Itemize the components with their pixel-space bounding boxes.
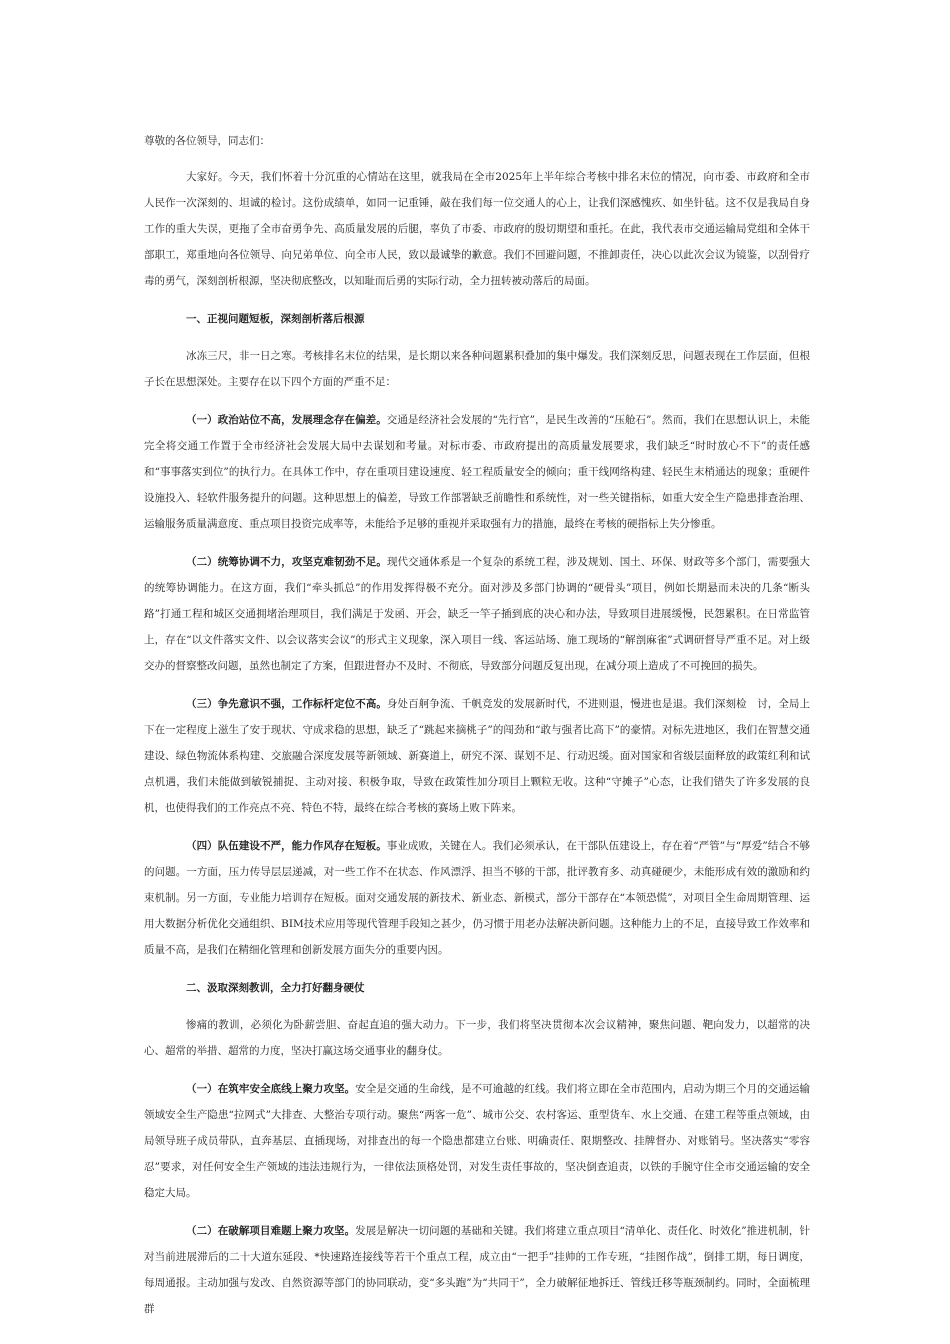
item-text: 交通是经济社会发展的“先行官”，是民生改善的“压舱石”。然而，我们在思想认识上，未能完全将交通工作置于全市经济社会发展大局中去谋划和考量。对标市委、市政府提出的高质量发展要求，我们缺乏“时时放心不下”的责任感和“事事落实到位”的执行力。在具体工作中，存在重项目建设速度、轻工程质量安全的倾向；重干线网络构建、轻民生末梢通达的现象；重硬件设施投入、轻软件服务提升的问题。这种思想上的偏差，导致工作部署缺乏前瞻性和系统性，对一些关键指标，如重大安全生产隐患排查治理、运输服务质量满意度、重点项目投资完成率等，未能给予足够的重视并采取强有力的措施，最终在考核的硬指标上失分惨重。 <box>144 414 810 530</box>
item-lead: （三）争先意识不强，工作标杆定位不高。 <box>186 698 387 710</box>
section-2-item-1 <box>144 1076 810 1206</box>
item-lead: （二）统筹协调不力，攻坚克难韧劲不足。 <box>186 556 387 568</box>
item-text: 身处百舸争流、千帆竞发的发展新时代，不进则退，慢进也是退。我们深刻检 讨，全局上下在一定程度上滋生了安于现状、守成求稳的思想，缺乏了“跳起来摘桃子”的闯劲和“敢与强者比高下”的豪情。对标先进地区，我们在智慧交通建设、绿色物流体系构建、交旅融合深度发展等新领域、新赛道上，研究不深、谋划不足、行动迟缓。面对国家和省级层面释放的政策红利和试点机遇，我们未能做到敏锐捕捉、主动对接、积极争取，导致在政策性加分项目上颗粒无收。这种“守摊子”心态，让我们错失了许多发展的良机，也使得我们的工作亮点不亮、特色不特，最终在综合考核的赛场上败下阵来。 <box>144 698 811 814</box>
section-2-item-2 <box>144 1218 810 1322</box>
item-lead: （一）在筑牢安全底线上聚力攻坚。 <box>186 1083 356 1095</box>
intro-paragraph: 大家好。今天，我们怀着十分沉重的心情站在这里，就我局在全市2025年上半年综合考核中排名末位的情况，向市委、市政府和全市人民作一次深刻的、坦诚的检讨。这份成绩单，如同一记重锤，敲在我们每一位交通人的心上，让我们深感愧疚、如坐针毡。这不仅是我局自身工作的重大失误，更拖了全市奋勇争先、高质量发展的后腿，辜负了市委、市政府的殷切期望和重托。在此，我代表市交通运输局党组和全体干部职工，郑重地向各位领导、向兄弟单位、向全市人民，致以最诚挚的歉意。我们不回避问题，不推卸责任，决心以此次会议为镜鉴，以刮骨疗毒的勇气，深刻剖析根源，坚决彻底整改，以知耻而后勇的实际行动，全力扭转被动落后的局面。 <box>144 171 810 287</box>
item-text: 安全是交通的生命线，是不可逾越的红线。我们将立即在全市范围内，启动为期三个月的交通运输领域安全生产隐患“拉网式”大排查、大整治专项行动。聚焦“两客一危”、城市公交、农村客运、重型货车、水上交通、在建工程等重点领域，由局领导班子成员带队，直奔基层、直插现场，对排查出的每一个隐患都建立台账、明确责任、限期整改、挂牌督办、对账销号。坚决落实“零容忍”要求，对任何安全生产领域的违法违规行为，一律依法顶格处罚，对发生责任事故的，坚决倒查追责，以铁的手腕守住全市交通运输的安全稳定大局。 <box>144 1083 811 1199</box>
section-2-intro: 惨痛的教训，必须化为卧薪尝胆、奋起直追的强大动力。下一步，我们将坚决贯彻本次会议精神，聚焦问题、靶向发力，以超常的决心、超常的举措、超常的力度，坚决打赢这场交通事业的翻身仗。 <box>144 1019 810 1057</box>
document-page <box>144 128 810 1334</box>
section-1-item-3 <box>144 691 810 821</box>
greeting: 尊敬的各位领导，同志们： <box>144 135 270 147</box>
item-lead: （一）政治站位不高，发展理念存在偏差。 <box>186 414 387 426</box>
item-lead: （二）在破解项目难题上聚力攻坚。 <box>186 1225 356 1237</box>
section-1-item-1 <box>144 407 810 537</box>
section-1-item-2 <box>144 549 810 679</box>
item-text: 现代交通体系是一个复杂的系统工程，涉及规划、国土、环保、财政等多个部门，需要强大的统筹协调能力。在这方面，我们“牵头抓总”的作用发挥得极不充分。面对涉及多部门协调的“硬骨头”项目，例如长期悬而未决的几条“断头路”打通工程和城区交通拥堵治理项目，我们满足于发函、开会，缺乏一竿子插到底的决心和办法，导致项目进展缓慢，民怨累积。在日常监管上，存在“以文件落实文件、以会议落实会议”的形式主义现象，深入项目一线、客运站场、施工现场的“解剖麻雀”式调研督导严重不足。对上级交办的督察整改问题，虽然也制定了方案，但跟进督办不及时、不彻底，导致部分问题反复出现，在减分项上造成了不可挽回的损失。 <box>144 556 811 672</box>
section-2-heading: 二、汲取深刻教训，全力打好翻身硬仗 <box>186 982 365 994</box>
item-lead: （四）队伍建设不严，能力作风存在短板。 <box>186 840 387 852</box>
section-1-intro: 冰冻三尺，非一日之寒。考核排名末位的结果，是长期以来各种问题累积叠加的集中爆发。我们深刻反思，问题表现在工作层面，但根子长在思想深处。主要存在以下四个方面的严重不足： <box>144 350 810 388</box>
item-text: 事业成败，关键在人。我们必须承认，在干部队伍建设上，存在着“严管”与“厚爱”结合不够的问题。一方面，压力传导层层递减，对一些工作不在状态、作风漂浮、担当不够的干部，批评教育多、动真碰硬少，未能形成有效的激励和约束机制。另一方面，专业能力培训存在短板。面对交通发展的新技术、新业态、新模式，部分干部存在“本领恐慌”，对项目全生命周期管理、运用大数据分析优化交通组织、BIM技术应用等现代管理手段知之甚少，仍习惯于用老办法解决新问题。这种能力上的不足，直接导致工作效率和质量不高，是我们在精细化管理和创新发展方面失分的重要内因。 <box>144 840 810 956</box>
item-text: 发展是解决一切问题的基础和关键。我们将建立重点项目“清单化、责任化、时效化”推进机制，针对当前进展滞后的二十大道东延段、*快速路连接线等若干个重点工程，成立由“一把手”挂帅的工作专班，“挂图作战”，倒排工期，每日调度，每周通报。主动加强与发改、自然资源等部门的协同联动，变“多头跑”为“共同干”，全力破解征地拆迁、管线迁移等瓶颈制约。同时，全面梳理群 <box>144 1225 810 1315</box>
section-1-heading: 一、正视问题短板，深刻剖析落后根源 <box>186 313 365 325</box>
section-1-item-4 <box>144 833 810 963</box>
